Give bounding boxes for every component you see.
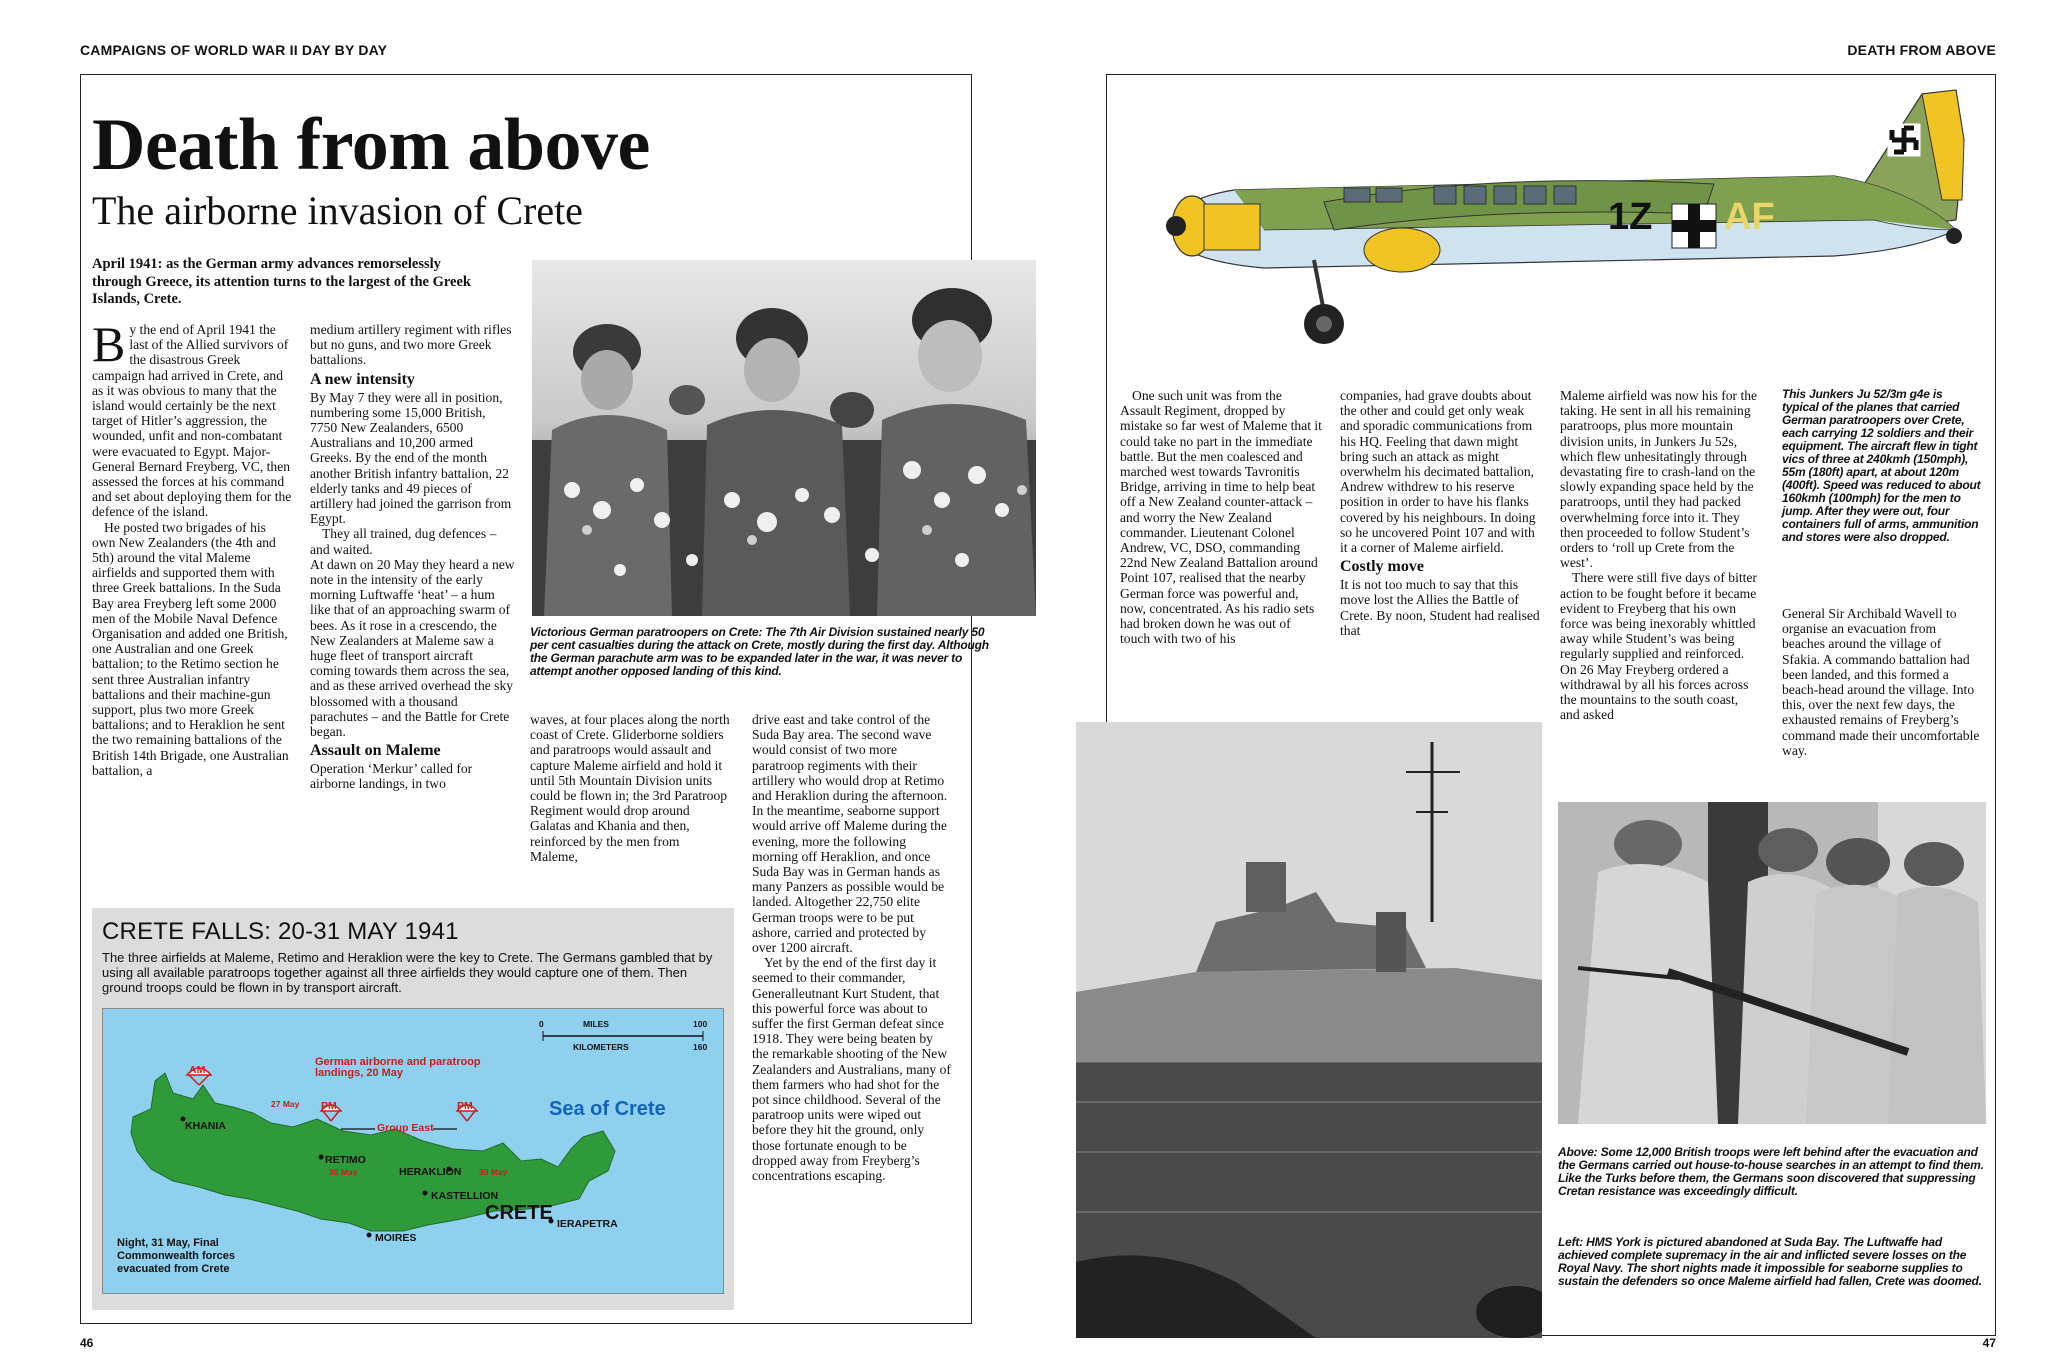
drop-cap: B (92, 316, 126, 372)
junkers-caption: This Junkers Ju 52/3m g4e is typical of the planes that carried German paratroopers over Crete, each carrying 12 soldiers and their equipment. The aircraft flew in tight vics of three at 240kmh (150mph), 55m (180ft) apart, at about 120m (400ft). Speed was reduced to about 160kmh (100mph) for the men to jump. After they were out, four containers full of arms, ammunition and stores were also dropped. (1782, 387, 1981, 544)
left-caption: Left: HMS York is pictured abandoned at Suda Bay. The Luftwaffe had achieved complete supremacy in the air and inflicted severe losses on the Royal Navy. The short nights made it impossible for seaborne supplies to sustain the defenders so once Maleme airfield had fallen, Crete was doomed. (1558, 1235, 1982, 1288)
col1-paragraph-1: y the end of April 1941 the last of the Allied survivors of the disastrous Greek campaign had arrived in Crete, and as it was obvious to many that the island would certainly be the next target of Hitler’s aggression, the wounded, unfit and non-combatant were evacuated to Egypt. Major-General Bernard Freyberg, VC, then assessed the forces at his command and set about deploying them for the defence of the island. (92, 322, 292, 520)
col2-paragraph-1: medium artillery regiment with rifles but no guns, and two more Greek battalions. (310, 322, 512, 368)
drop-label-pm-heraklion: PM (457, 1100, 473, 1112)
column-2 (310, 322, 516, 792)
col2-paragraph-5: Operation ‘Merkur’ called for airborne landings, in two (310, 761, 473, 792)
date-label-30-may-b: 30 May (479, 1167, 508, 1177)
col2-paragraph-2: By May 7 they were all in position, numbering some 15,000 British, 7750 New Zealanders, 6500 Australians and 10,200 armed Greeks. By the end of the month another British infantry battalion, 22 elderly tanks and 49 pieces of artillery had joined the garrison from Egypt. (310, 389, 512, 527)
page-number-right: 47 (1982, 1336, 1996, 1350)
col7-paragraph-1: Maleme airfield was now his for the taking. He sent in all his remaining paratroops, plus more mountain division units, in Junkers Ju 52s, which flew unhesitatingly through devastating fire to crash-land on the slowly expanding space held by the paratroops, until they had packed overwhelming force into it. They then proceeded to follow Student’s orders to ‘roll up Crete from the west’. (1560, 388, 1758, 571)
scale-miles-label: MILES (583, 1019, 609, 1029)
paratroopers-caption: Victorious German paratroopers on Crete: The 7th Air Division sustained nearly 50 per cent casualties during the attack on Crete, mostly during the first day. Although the German parachute arm was to be expanded later in the war, it was never to attempt another opposed landing of this kind. (530, 625, 989, 678)
sea-label: Sea of Crete (549, 1098, 666, 1120)
place-khania: KHANIA (185, 1120, 226, 1132)
crete-falls-sidebar (92, 908, 734, 1310)
col7-paragraph-2: There were still five days of bitter action to be fought before it became evident to Freyberg that his own force was being inexorably whittled away while Student’s was being regularly supplied and reinforced. On 26 May Freyberg ordered a withdrawal by all his forces across the mountains to the south coast, and asked (1560, 570, 1757, 723)
place-heraklion: HERAKLION (399, 1166, 462, 1178)
place-moires: MOIRES (375, 1232, 417, 1244)
scale-km-max-label: 160 (693, 1042, 708, 1052)
evacuation-note: Night, 31 May, Final Commonwealth forces evacuated from Crete (117, 1237, 235, 1275)
legend-title: German airborne and paratroop landings, 20 May (315, 1056, 481, 1079)
group-east-label: Group East (377, 1122, 434, 1134)
article-subhead: The airborne invasion of Crete (92, 188, 583, 233)
column-1 (92, 316, 292, 778)
col8-paragraph-1: General Sir Archibald Wavell to organise an evacuation from beaches around the village of Sfakia. A commando battalion had been landed, and this formed a beach-head around the village. Into this, over the next few days, the exhausted remains of Freyberg’s command made their uncomfortable way. (1782, 606, 1980, 758)
paratroopers-photo (532, 260, 1036, 616)
scale-zero-label: 0 (539, 1019, 544, 1029)
column-5 (1120, 388, 1324, 646)
scale-km-label: KILOMETERS (573, 1042, 629, 1052)
date-label-27-may: 27 May (271, 1099, 300, 1109)
crete-map (102, 1008, 724, 1294)
col5-paragraph-1: One such unit was from the Assault Regiment, dropped by mistake so far west of Maleme that it could take no part in the immediate battle. But the men coalesced and marched west towards Tavronitis Bridge, arriving in time to help beat off a New Zealand counter-attack – and worry the New Zealand commander. Lieutenant Colonel Andrew, VC, DSO, commanding 22nd New Zealand Battalion around Point 107, realised that the nearby German force was powerful and, now, concentrated. As his radio sets had broken down he was out of touch with two of his (1120, 388, 1322, 647)
article-standfirst: April 1941: as the German army advances remorselessly through Greece, its attention turns to the largest of the Greek Islands, Crete. (92, 256, 471, 308)
col3-paragraph-1: waves, at four places along the north coast of Crete. Gliderborne soldiers and paratroops would assault and capture Maleme airfield and hold it until 5th Mountain Division units could be flown in; the 3rd Paratroop Regiment would drop around Galatas and Khania and then, reinforced by the men from Maleme, (530, 712, 730, 864)
column-7 (1560, 388, 1760, 722)
col4-paragraph-1: drive east and take control of the Suda Bay area. The second wave would consist of two more paratroop regiments with their artillery who would drop at Retimo and Heraklion during the afternoon. In the meantime, seaborne support would arrive off Maleme during the evening, more the following morning off Heraklion, and once Suda Bay was in German hands as many Panzers as possible would be landed. Altogether 22,750 elite German troops were to be put ashore, carried and protected by over 1200 aircraft. (752, 712, 948, 956)
subheading-costly-move: Costly move (1340, 558, 1424, 576)
column-8 (1782, 606, 1982, 758)
col1-paragraph-2: He posted two brigades of his own New Zealanders (the 4th and 5th) around the vital Maleme airfields and supported them with three Greek battalions. In the Suda Bay area Freyberg left some 2000 men of the Mobile Naval Defence Organisation and added one British, one Australian and one Greek battalion; to the Retimo section he sent three Australian infantry battalions and their machine-gun support, plus two more Greek battalions; and to Heraklion he sent the two remaining battalions of the British 14th Brigade, one Australian battalion, a (92, 519, 289, 778)
hms-york-photo (1076, 722, 1542, 1338)
place-kastellion: KASTELLION (431, 1190, 499, 1202)
drop-label-am: AM (189, 1064, 206, 1076)
scale-miles-max-label: 100 (693, 1019, 708, 1029)
col6-paragraph-1: companies, had grave doubts about the other and could get only weak and sporadic communications from his HQ. Feeling that dawn might bring such an attack as might overwhelm his decimated battalion, Andrew withdrew to his reserve position in order to have his flanks covered by his neighbours. In doing so he uncovered Point 107 and with it a corner of Maleme airfield. (1340, 388, 1536, 556)
running-head-left: CAMPAIGNS OF WORLD WAR II DAY BY DAY (80, 42, 388, 58)
sidebar-text: The three airfields at Maleme, Retimo and Heraklion were the key to Crete. The Germans gambled that by using all available paratroops together against all three airfields they would capture one of them. Then ground troops could be flown in by transport aircraft. (102, 950, 713, 995)
place-ierapetra: IERAPETRA (557, 1218, 618, 1230)
column-4 (752, 712, 952, 1183)
col4-paragraph-2: Yet by the end of the first day it seemed to their commander, Generalleutnant Kurt Student, that this powerful force was about to suffer the first German defeat since 1918. They were being beaten by the remarkable shooting of the New Zealanders and Australians, many of them farmers who had shot for the pot since childhood. Several of the paratroop units were wiped out before they hit the ground, only those fortunate enough to be dropped away from Freyberg’s concentrations escaping. (752, 955, 951, 1184)
col6-paragraph-2: It is not too much to say that this move lost the Allies the Battle of Crete. By noon, Student had realised that (1340, 577, 1540, 638)
page-number-left: 46 (80, 1336, 94, 1350)
subheading-assault-on-maleme: Assault on Maleme (310, 742, 441, 760)
col2-paragraph-3: They all trained, dug defences – and waited. (310, 526, 497, 557)
subheading-new-intensity: A new intensity (310, 370, 415, 388)
drop-label-pm-retimo: PM (321, 1100, 337, 1112)
plane-code-right: AF (1724, 196, 1775, 238)
column-3 (530, 712, 730, 864)
island-label: CRETE (485, 1202, 553, 1224)
plane-code-left: 1Z (1608, 196, 1653, 238)
article-headline: Death from above (92, 104, 650, 186)
above-caption: Above: Some 12,000 British troops were left behind after the evacuation and the Germans carried out house-to-house searches in an attempt to find them. Like the Turks before them, the Germans soon discovered that suppressing Cretan resistance was exceedingly difficult. (1558, 1145, 1984, 1198)
running-head-right: DEATH FROM ABOVE (1847, 42, 1996, 58)
col2-paragraph-4: At dawn on 20 May they heard a new note in the intensity of the early morning Luftwaffe ‘heat’ – a hum like that of an approaching swarm of bees. As it rose in a crescendo, the New Zealanders at Maleme saw a huge fleet of transport aircraft coming towards them across the sea, and as these arrived overhead the sky blossomed with a thousand parachutes – and the Battle for Crete began. (310, 556, 515, 740)
column-6 (1340, 388, 1544, 638)
junkers-illustration (1114, 80, 1984, 356)
date-label-30-may: 30 May (329, 1167, 358, 1177)
place-retimo: RETIMO (325, 1154, 366, 1166)
house-search-photo (1558, 802, 1986, 1124)
sidebar-title: CRETE FALLS: 20-31 MAY 1941 (102, 918, 459, 945)
